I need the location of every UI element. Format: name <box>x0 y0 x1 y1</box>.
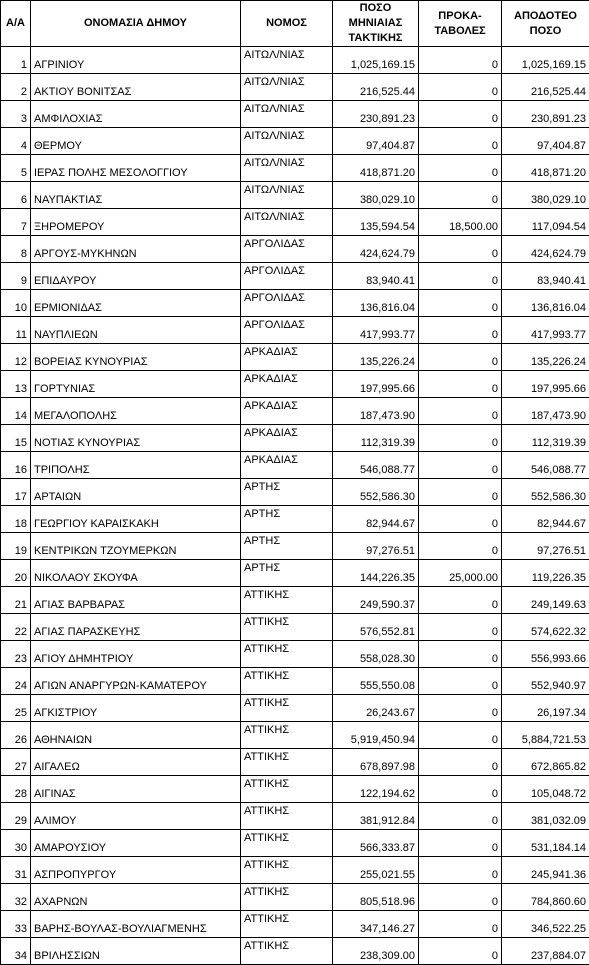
cell-nomos: ΑΤΤΙΚΗΣ <box>241 614 333 641</box>
cell-poso: 83,940.41 <box>333 263 419 290</box>
cell-poso: 552,586.30 <box>333 479 419 506</box>
cell-nomos: ΑΙΤΩΛ/ΝΙΑΣ <box>241 74 333 101</box>
cell-apodoteo: 5,884,721.53 <box>502 722 589 749</box>
cell-aa: 6 <box>1 182 31 209</box>
cell-apodoteo: 112,319.39 <box>502 425 589 452</box>
cell-name: ΑΧΑΡΝΩΝ <box>31 884 241 911</box>
cell-aa: 11 <box>1 317 31 344</box>
cell-nomos: ΑΤΤΙΚΗΣ <box>241 857 333 884</box>
cell-nomos: ΑΤΤΙΚΗΣ <box>241 776 333 803</box>
cell-apodoteo: 531,184.14 <box>502 830 589 857</box>
cell-nomos: ΑΡΓΟΛΙΔΑΣ <box>241 290 333 317</box>
cell-aa: 26 <box>1 722 31 749</box>
cell-apodoteo: 119,226.35 <box>502 560 589 587</box>
cell-prokataboles: 18,500.00 <box>419 209 502 236</box>
cell-apodoteo: 82,944.67 <box>502 506 589 533</box>
cell-nomos: ΑΤΤΙΚΗΣ <box>241 695 333 722</box>
table-row <box>1 128 589 155</box>
cell-apodoteo: 380,029.10 <box>502 182 589 209</box>
cell-name: ΙΕΡΑΣ ΠΟΛΗΣ ΜΕΣΟΛΟΓΓΙΟΥ <box>31 155 241 182</box>
cell-poso: 255,021.55 <box>333 857 419 884</box>
table-row <box>1 911 589 938</box>
cell-aa: 2 <box>1 74 31 101</box>
cell-prokataboles: 0 <box>419 47 502 74</box>
table-row <box>1 614 589 641</box>
table-row <box>1 155 589 182</box>
cell-poso: 381,912.84 <box>333 803 419 830</box>
cell-name: ΑΘΗΝΑΙΩΝ <box>31 722 241 749</box>
table-row <box>1 722 589 749</box>
cell-prokataboles: 0 <box>419 803 502 830</box>
cell-apodoteo: 136,816.04 <box>502 290 589 317</box>
cell-poso: 678,897.98 <box>333 749 419 776</box>
cell-prokataboles: 0 <box>419 884 502 911</box>
table-row <box>1 506 589 533</box>
cell-prokataboles: 0 <box>419 749 502 776</box>
cell-apodoteo: 117,094.54 <box>502 209 589 236</box>
cell-aa: 31 <box>1 857 31 884</box>
cell-prokataboles: 0 <box>419 236 502 263</box>
cell-poso: 122,194.62 <box>333 776 419 803</box>
cell-nomos: ΑΡΤΗΣ <box>241 533 333 560</box>
cell-prokataboles: 0 <box>419 695 502 722</box>
cell-poso: 97,276.51 <box>333 533 419 560</box>
cell-aa: 28 <box>1 776 31 803</box>
cell-poso: 238,309.00 <box>333 938 419 965</box>
cell-poso: 135,226.24 <box>333 344 419 371</box>
cell-aa: 34 <box>1 938 31 965</box>
cell-nomos: ΑΤΤΙΚΗΣ <box>241 830 333 857</box>
cell-aa: 30 <box>1 830 31 857</box>
cell-aa: 16 <box>1 452 31 479</box>
cell-prokataboles: 0 <box>419 74 502 101</box>
cell-apodoteo: 556,993.66 <box>502 641 589 668</box>
cell-aa: 20 <box>1 560 31 587</box>
table-row <box>1 263 589 290</box>
table-row <box>1 803 589 830</box>
cell-nomos: ΑΤΤΙΚΗΣ <box>241 587 333 614</box>
cell-apodoteo: 417,993.77 <box>502 317 589 344</box>
cell-nomos: ΑΡΤΗΣ <box>241 560 333 587</box>
cell-aa: 29 <box>1 803 31 830</box>
cell-name: ΞΗΡΟΜΕΡΟΥ <box>31 209 241 236</box>
table-row <box>1 587 589 614</box>
cell-prokataboles: 0 <box>419 371 502 398</box>
cell-poso: 5,919,450.94 <box>333 722 419 749</box>
cell-poso: 558,028.30 <box>333 641 419 668</box>
cell-nomos: ΑΤΤΙΚΗΣ <box>241 722 333 749</box>
cell-apodoteo: 83,940.41 <box>502 263 589 290</box>
cell-apodoteo: 245,941.36 <box>502 857 589 884</box>
table-row <box>1 398 589 425</box>
cell-apodoteo: 424,624.79 <box>502 236 589 263</box>
cell-prokataboles: 0 <box>419 830 502 857</box>
cell-poso: 26,243.67 <box>333 695 419 722</box>
table-row <box>1 776 589 803</box>
table-row <box>1 533 589 560</box>
cell-name: ΑΣΠΡΟΠΥΡΓΟΥ <box>31 857 241 884</box>
cell-apodoteo: 546,088.77 <box>502 452 589 479</box>
cell-nomos: ΑΡΚΑΔΙΑΣ <box>241 344 333 371</box>
cell-nomos: ΑΙΤΩΛ/ΝΙΑΣ <box>241 209 333 236</box>
cell-apodoteo: 346,522.25 <box>502 911 589 938</box>
cell-prokataboles: 0 <box>419 182 502 209</box>
cell-name: ΝΟΤΙΑΣ ΚΥΝΟΥΡΙΑΣ <box>31 425 241 452</box>
cell-aa: 18 <box>1 506 31 533</box>
cell-nomos: ΑΤΤΙΚΗΣ <box>241 668 333 695</box>
cell-apodoteo: 237,884.07 <box>502 938 589 965</box>
cell-nomos: ΑΡΤΗΣ <box>241 479 333 506</box>
table-row <box>1 101 589 128</box>
cell-aa: 9 <box>1 263 31 290</box>
cell-nomos: ΑΡΓΟΛΙΔΑΣ <box>241 236 333 263</box>
cell-nomos: ΑΙΤΩΛ/ΝΙΑΣ <box>241 155 333 182</box>
header-nomos: ΝΟΜΟΣ <box>241 1 333 47</box>
cell-name: ΑΡΓΟΥΣ-ΜΥΚΗΝΩΝ <box>31 236 241 263</box>
cell-prokataboles: 0 <box>419 263 502 290</box>
cell-prokataboles: 25,000.00 <box>419 560 502 587</box>
cell-prokataboles: 0 <box>419 128 502 155</box>
cell-nomos: ΑΙΤΩΛ/ΝΙΑΣ <box>241 101 333 128</box>
cell-aa: 13 <box>1 371 31 398</box>
cell-aa: 1 <box>1 47 31 74</box>
cell-aa: 8 <box>1 236 31 263</box>
cell-name: ΑΓΙΟΥ ΔΗΜΗΤΡΙΟΥ <box>31 641 241 668</box>
cell-prokataboles: 0 <box>419 155 502 182</box>
cell-poso: 347,146.27 <box>333 911 419 938</box>
table-row <box>1 452 589 479</box>
cell-apodoteo: 381,032.09 <box>502 803 589 830</box>
cell-name: ΤΡΙΠΟΛΗΣ <box>31 452 241 479</box>
cell-aa: 21 <box>1 587 31 614</box>
cell-poso: 576,552.81 <box>333 614 419 641</box>
cell-aa: 12 <box>1 344 31 371</box>
cell-name: ΝΙΚΟΛΑΟΥ ΣΚΟΥΦΑ <box>31 560 241 587</box>
cell-poso: 1,025,169.15 <box>333 47 419 74</box>
cell-name: ΒΟΡΕΙΑΣ ΚΥΝΟΥΡΙΑΣ <box>31 344 241 371</box>
cell-prokataboles: 0 <box>419 668 502 695</box>
cell-prokataboles: 0 <box>419 911 502 938</box>
cell-poso: 97,404.87 <box>333 128 419 155</box>
cell-name: ΚΕΝΤΡΙΚΩΝ ΤΖΟΥΜΕΡΚΩΝ <box>31 533 241 560</box>
cell-apodoteo: 97,404.87 <box>502 128 589 155</box>
cell-name: ΑΓΚΙΣΤΡΙΟΥ <box>31 695 241 722</box>
cell-name: ΒΡΙΛΗΣΣΙΩΝ <box>31 938 241 965</box>
cell-name: ΑΓΙΑΣ ΠΑΡΑΣΚΕΥΗΣ <box>31 614 241 641</box>
cell-poso: 380,029.10 <box>333 182 419 209</box>
cell-name: ΕΠΙΔΑΥΡΟΥ <box>31 263 241 290</box>
cell-nomos: ΑΡΓΟΛΙΔΑΣ <box>241 317 333 344</box>
table-header <box>1 1 589 47</box>
cell-apodoteo: 418,871.20 <box>502 155 589 182</box>
cell-apodoteo: 1,025,169.15 <box>502 47 589 74</box>
cell-prokataboles: 0 <box>419 425 502 452</box>
cell-nomos: ΑΙΤΩΛ/ΝΙΑΣ <box>241 47 333 74</box>
cell-apodoteo: 97,276.51 <box>502 533 589 560</box>
cell-name: ΝΑΥΠΛΙΕΩΝ <box>31 317 241 344</box>
cell-prokataboles: 0 <box>419 452 502 479</box>
table-row <box>1 938 589 965</box>
cell-poso: 249,590.37 <box>333 587 419 614</box>
cell-prokataboles: 0 <box>419 614 502 641</box>
cell-aa: 24 <box>1 668 31 695</box>
cell-poso: 418,871.20 <box>333 155 419 182</box>
table-row <box>1 209 589 236</box>
table-row <box>1 47 589 74</box>
header-row <box>1 1 589 47</box>
table-row <box>1 857 589 884</box>
cell-prokataboles: 0 <box>419 479 502 506</box>
cell-nomos: ΑΤΤΙΚΗΣ <box>241 911 333 938</box>
cell-apodoteo: 552,586.30 <box>502 479 589 506</box>
header-poso: ΠΟΣΟ ΜΗΝΙΑΙΑΣ ΤΑΚΤΙΚΗΣ <box>333 1 419 47</box>
cell-nomos: ΑΡΤΗΣ <box>241 506 333 533</box>
cell-name: ΘΕΡΜΟΥ <box>31 128 241 155</box>
header-apodoteo: ΑΠΟΔΟΤΕΟ ΠΟΣΟ <box>502 1 589 47</box>
cell-nomos: ΑΡΚΑΔΙΑΣ <box>241 452 333 479</box>
table-row <box>1 668 589 695</box>
cell-apodoteo: 784,860.60 <box>502 884 589 911</box>
cell-nomos: ΑΤΤΙΚΗΣ <box>241 749 333 776</box>
table-row <box>1 290 589 317</box>
cell-aa: 3 <box>1 101 31 128</box>
cell-nomos: ΑΤΤΙΚΗΣ <box>241 641 333 668</box>
table-row <box>1 479 589 506</box>
cell-aa: 23 <box>1 641 31 668</box>
cell-prokataboles: 0 <box>419 533 502 560</box>
cell-poso: 566,333.87 <box>333 830 419 857</box>
table-row <box>1 749 589 776</box>
cell-prokataboles: 0 <box>419 290 502 317</box>
cell-poso: 417,993.77 <box>333 317 419 344</box>
cell-name: ΓΕΩΡΓΙΟΥ ΚΑΡΑΙΣΚΑΚΗ <box>31 506 241 533</box>
cell-poso: 424,624.79 <box>333 236 419 263</box>
cell-nomos: ΑΡΚΑΔΙΑΣ <box>241 398 333 425</box>
cell-poso: 230,891.23 <box>333 101 419 128</box>
cell-name: ΑΛΙΜΟΥ <box>31 803 241 830</box>
cell-poso: 136,816.04 <box>333 290 419 317</box>
cell-aa: 5 <box>1 155 31 182</box>
cell-aa: 33 <box>1 911 31 938</box>
table-row <box>1 182 589 209</box>
cell-aa: 15 <box>1 425 31 452</box>
cell-aa: 10 <box>1 290 31 317</box>
cell-poso: 135,594.54 <box>333 209 419 236</box>
cell-prokataboles: 0 <box>419 776 502 803</box>
table-row <box>1 317 589 344</box>
cell-apodoteo: 197,995.66 <box>502 371 589 398</box>
cell-poso: 216,525.44 <box>333 74 419 101</box>
cell-nomos: ΑΡΓΟΛΙΔΑΣ <box>241 263 333 290</box>
cell-prokataboles: 0 <box>419 317 502 344</box>
cell-poso: 187,473.90 <box>333 398 419 425</box>
cell-name: ΑΓΡΙΝΙΟΥ <box>31 47 241 74</box>
cell-aa: 32 <box>1 884 31 911</box>
cell-apodoteo: 187,473.90 <box>502 398 589 425</box>
cell-name: ΕΡΜΙΟΝΙΔΑΣ <box>31 290 241 317</box>
cell-nomos: ΑΤΤΙΚΗΣ <box>241 884 333 911</box>
cell-apodoteo: 216,525.44 <box>502 74 589 101</box>
cell-apodoteo: 230,891.23 <box>502 101 589 128</box>
cell-nomos: ΑΙΤΩΛ/ΝΙΑΣ <box>241 182 333 209</box>
cell-prokataboles: 0 <box>419 722 502 749</box>
cell-poso: 112,319.39 <box>333 425 419 452</box>
cell-name: ΒΑΡΗΣ-ΒΟΥΛΑΣ-ΒΟΥΛΙΑΓΜΕΝΗΣ <box>31 911 241 938</box>
cell-name: ΑΓΙΩΝ ΑΝΑΡΓΥΡΩΝ-ΚΑΜΑΤΕΡΟΥ <box>31 668 241 695</box>
header-name: ΟΝΟΜΑΣΙΑ ΔΗΜΟΥ <box>31 1 241 47</box>
cell-apodoteo: 135,226.24 <box>502 344 589 371</box>
cell-poso: 144,226.35 <box>333 560 419 587</box>
cell-nomos: ΑΙΤΩΛ/ΝΙΑΣ <box>241 128 333 155</box>
cell-poso: 82,944.67 <box>333 506 419 533</box>
cell-prokataboles: 0 <box>419 101 502 128</box>
cell-apodoteo: 249,149.63 <box>502 587 589 614</box>
table-row <box>1 884 589 911</box>
cell-poso: 555,550.08 <box>333 668 419 695</box>
cell-prokataboles: 0 <box>419 506 502 533</box>
cell-nomos: ΑΤΤΙΚΗΣ <box>241 938 333 965</box>
table-row <box>1 560 589 587</box>
table-row <box>1 74 589 101</box>
cell-apodoteo: 105,048.72 <box>502 776 589 803</box>
cell-aa: 25 <box>1 695 31 722</box>
cell-apodoteo: 672,865.82 <box>502 749 589 776</box>
cell-name: ΑΙΓΑΛΕΩ <box>31 749 241 776</box>
table-row <box>1 641 589 668</box>
cell-prokataboles: 0 <box>419 587 502 614</box>
cell-aa: 14 <box>1 398 31 425</box>
table-row <box>1 425 589 452</box>
cell-apodoteo: 26,197.34 <box>502 695 589 722</box>
cell-poso: 197,995.66 <box>333 371 419 398</box>
cell-prokataboles: 0 <box>419 344 502 371</box>
cell-aa: 4 <box>1 128 31 155</box>
cell-poso: 805,518.96 <box>333 884 419 911</box>
table-row <box>1 830 589 857</box>
cell-aa: 27 <box>1 749 31 776</box>
cell-apodoteo: 574,622.32 <box>502 614 589 641</box>
cell-aa: 17 <box>1 479 31 506</box>
cell-name: ΓΟΡΤΥΝΙΑΣ <box>31 371 241 398</box>
cell-name: ΑΙΓΙΝΑΣ <box>31 776 241 803</box>
cell-name: ΑΓΙΑΣ ΒΑΡΒΑΡΑΣ <box>31 587 241 614</box>
table-row <box>1 236 589 263</box>
cell-prokataboles: 0 <box>419 398 502 425</box>
cell-name: ΑΜΦΙΛΟΧΙΑΣ <box>31 101 241 128</box>
cell-nomos: ΑΤΤΙΚΗΣ <box>241 803 333 830</box>
cell-nomos: ΑΡΚΑΔΙΑΣ <box>241 371 333 398</box>
cell-name: ΑΚΤΙΟΥ ΒΟΝΙΤΣΑΣ <box>31 74 241 101</box>
cell-aa: 19 <box>1 533 31 560</box>
table-row <box>1 371 589 398</box>
table-row <box>1 344 589 371</box>
table-body <box>1 47 589 965</box>
cell-aa: 7 <box>1 209 31 236</box>
cell-name: ΑΡΤΑΙΩΝ <box>31 479 241 506</box>
cell-prokataboles: 0 <box>419 938 502 965</box>
cell-name: ΑΜΑΡΟΥΣΙΟΥ <box>31 830 241 857</box>
cell-prokataboles: 0 <box>419 857 502 884</box>
cell-name: ΝΑΥΠΑΚΤΙΑΣ <box>31 182 241 209</box>
cell-poso: 546,088.77 <box>333 452 419 479</box>
cell-aa: 22 <box>1 614 31 641</box>
cell-prokataboles: 0 <box>419 641 502 668</box>
cell-nomos: ΑΡΚΑΔΙΑΣ <box>241 425 333 452</box>
header-prokataboles: ΠΡΟΚΑ-ΤΑΒΟΛΕΣ <box>419 1 502 47</box>
table-row <box>1 695 589 722</box>
header-aa: A/A <box>1 1 31 47</box>
cell-name: ΜΕΓΑΛΟΠΟΛΗΣ <box>31 398 241 425</box>
cell-apodoteo: 552,940.97 <box>502 668 589 695</box>
